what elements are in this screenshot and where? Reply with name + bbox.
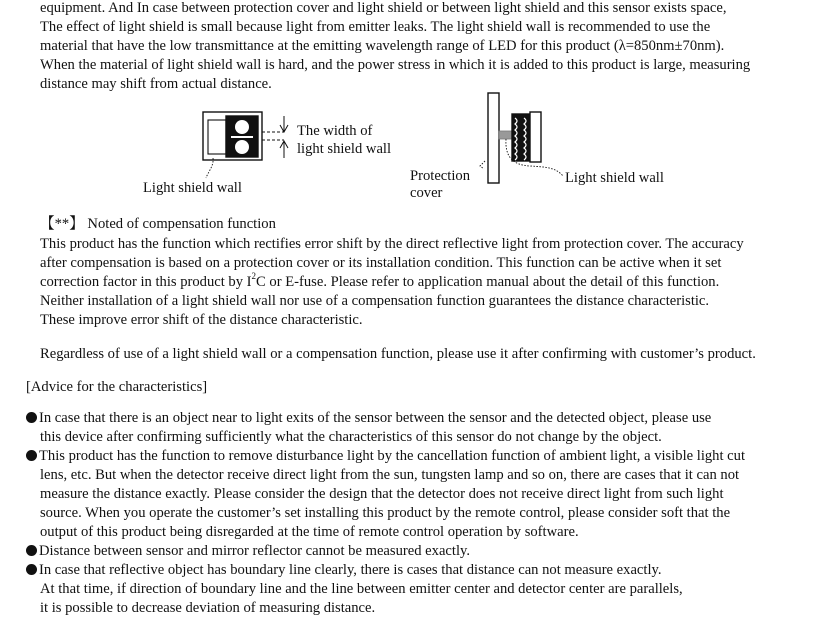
- regardless-note: Regardless of use of a light shield wall or a compensation function, please use it after confirming with customer’s product.: [40, 346, 756, 362]
- top-paragraph-line: The effect of light shield is small because light from emitter leaks. The light shield wall is recommended to use the: [40, 19, 711, 35]
- right-shield-caption: Light shield wall: [565, 170, 664, 186]
- advice-line: measure the distance exactly. Please consider the design that the detector does not receive direct light from such light: [40, 486, 724, 502]
- light-shield-figure: [0, 0, 819, 210]
- bullet-dot-icon: [26, 564, 37, 575]
- bullet-dot-icon: [26, 450, 37, 461]
- advice-line: lens, etc. But when the detector receive direct light from the sun, tungsten lamp and so on, there are cases that it can not: [40, 467, 740, 483]
- top-paragraph-line: When the material of light shield wall is hard, and the power stress in which it is added to this product is large, measuring: [40, 57, 751, 73]
- compensation-line3-post: C or E-fuse. Please refer to application manual about the detail of this function.: [256, 274, 720, 290]
- left-sensor-drawing: [203, 112, 288, 178]
- compensation-line3-pre: correction factor in this product by I: [40, 274, 252, 290]
- bullet-dot-icon: [26, 412, 37, 423]
- width-label-line2: light shield wall: [297, 141, 392, 157]
- compensation-line: This product has the function which rectifies error shift by the direct reflective light from protection cover. The accuracy: [40, 236, 744, 252]
- top-paragraph-line: equipment. And In case between protection cover and light shield or between light shield and this sensor exists space,: [40, 0, 727, 16]
- compensation-heading: 【**】 Noted of compensation function: [40, 216, 276, 232]
- advice-heading: [Advice for the characteristics]: [26, 379, 208, 395]
- protection-label-line2: cover: [410, 185, 443, 201]
- bullet-dot-icon: [26, 545, 37, 556]
- i2c-superscript: 2: [251, 271, 257, 282]
- advice-bullet-4: [26, 561, 662, 580]
- advice-line: This product has the function to remove disturbance light by the cancellation function of ambient light, a visible light cut: [39, 448, 746, 464]
- advice-line: output of this product being disregarded at the time of remote control operation by software.: [40, 524, 579, 540]
- compensation-line: [40, 273, 719, 292]
- compensation-line: after compensation is based on a protection cover or its installation condition. This function can be active when it set: [40, 255, 722, 271]
- advice-bullet-3: [26, 542, 470, 561]
- top-paragraph-line: material that have the low transmittance at the emitting wavelength range of LED for this product (λ=850nm±70nm).: [40, 38, 725, 54]
- compensation-line: Neither installation of a light shield wall nor use of a compensation function guarantees the distance characteristic.: [40, 293, 710, 309]
- advice-line: At that time, if direction of boundary line and the line between emitter center and detector center are parallels,: [40, 581, 683, 597]
- advice-line: In case that reflective object has boundary line clearly, there is cases that distance can not measure exactly.: [39, 562, 662, 578]
- advice-line: it is possible to decrease deviation of measuring distance.: [40, 600, 376, 616]
- top-paragraph-line: distance may shift from actual distance.: [40, 76, 272, 92]
- left-shield-caption: Light shield wall: [143, 180, 242, 196]
- protection-label-line1: Protection: [410, 168, 470, 184]
- compensation-line: These improve error shift of the distance characteristic.: [40, 312, 363, 328]
- advice-line: Distance between sensor and mirror reflector cannot be measured exactly.: [39, 543, 470, 559]
- advice-line: this device after confirming sufficiently what the characteristics of this sensor do not change by the object.: [40, 429, 662, 445]
- advice-line: source. When you operate the customer’s set installing this product by the remote control, please consider soft that the: [40, 505, 731, 521]
- advice-line: In case that there is an object near to light exits of the sensor between the sensor and the detected object, please use: [39, 410, 712, 426]
- right-sensor-drawing: [480, 93, 563, 183]
- advice-bullet-2: [26, 447, 745, 466]
- width-label-line1: The width of: [297, 123, 373, 139]
- advice-bullet-1: [26, 409, 711, 428]
